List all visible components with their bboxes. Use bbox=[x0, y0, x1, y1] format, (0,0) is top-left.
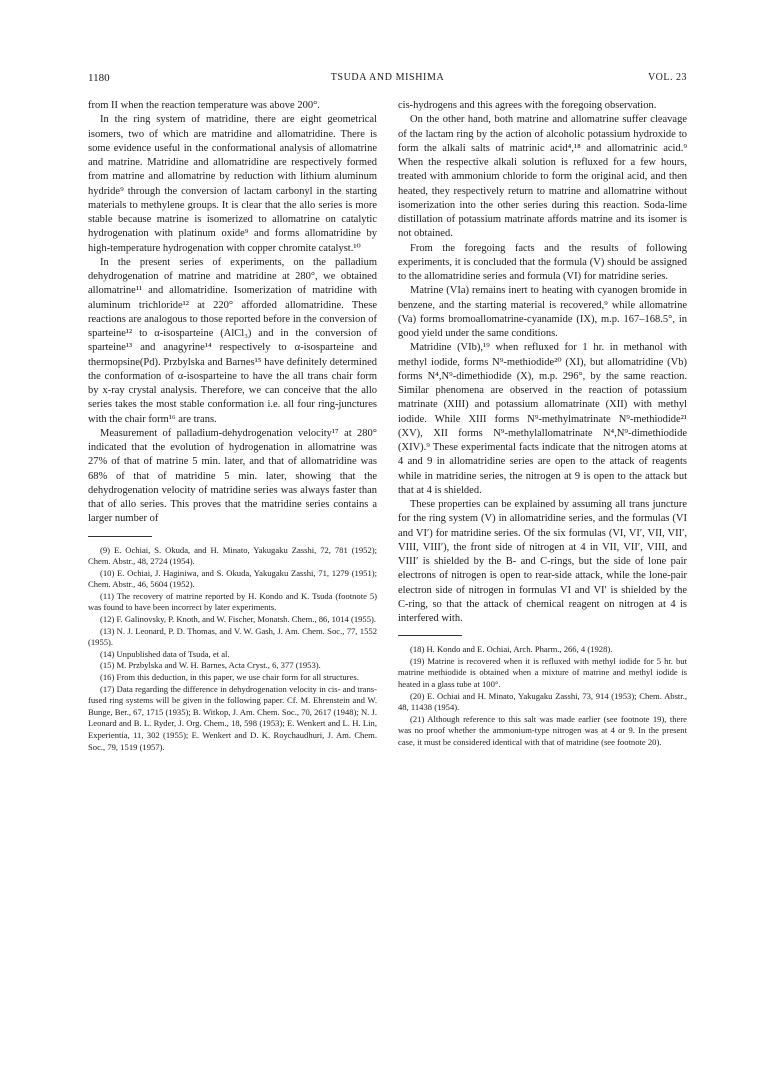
body-paragraph: Matridine (VIb),¹⁹ when refluxed for 1 hr. in methanol with methyl iodide, forms N⁹-methiodide²⁰ (XI), but allomatridine (Vb) forms N⁴,N⁹-dimethiodide (X), m.p. 296°, by the same reaction. Similar phenomena are observed in the reaction of potassium matrinate (XIII) and potassium allomatrinate (XII) with methyl iodide. While XIII forms N⁹-methylmatrinate N⁹-methiodide²¹ (XV), XII forms N⁹-methylallomatrinate N⁴,N⁹-dimethiodide (XIV).⁹ These experimental facts indicate that the nitrogen atoms at 4 and 9 in allomatridine series are open to the attack of reagents while in matridine series, the nitrogen at 9 is open to the attack but that at 4 is shielded. bbox=[398, 342, 687, 496]
footnotes bbox=[88, 545, 377, 754]
page-number: 1180 bbox=[88, 72, 110, 84]
body-paragraph: Measurement of palladium-dehydrogenation velocity¹⁷ at 280° indicated that the evolution of hydrogenation in allomatrine was 27% of that of matrine 5 min. later, and that of allomatridine was 68% of that of matridine 5 min. later, showing that the dehydrogenation velocity of matridine series was always faster than that of allo series. This proves that the matridine series contains a larger number of bbox=[88, 427, 377, 525]
footnote: (14) Unpublished data of Tsuda, et al. bbox=[100, 648, 230, 659]
body-paragraph: In the present series of experiments, on the palladium dehydrogenation of matrine and matridine at 280°, we obtained allomatrine¹¹ and allomatridine. Isomerization of matridine with aluminum trichloride¹² at 220° afforded allomatridine. These reactions are analogous to those reported before in the conversion of sparteine¹² to α-isosparteine (AlCl₃) and in the conversion of sparteine¹³ and anagyrine¹⁴ respectively to α-isosparteine and thermopsine(Pd). Przbylska and Barnes¹⁵ have definitely determined the conformation of α-isosparteine to have the all trans chair form by x-ray crystal analysis. Therefore, we can conceive that the allo series takes the most stable conformation i.e. all four ring-junctures with the chair form¹⁶ are trans. bbox=[88, 256, 377, 425]
footnote: (21) Although reference to this salt was made earlier (see footnote 19), there was no proof whether the ammonium-type nitrogen was at 4 or 9. In the present case, it must be considered identical with that of matridine (see footnote 20). bbox=[398, 713, 687, 747]
right-column bbox=[398, 99, 687, 749]
body-paragraph: Matrine (VIa) remains inert to heating with cyanogen bromide in benzene, and the starting material is recovered,⁹ while allomatrine (Va) forms bromoallomatrine-cyanamide (IX), m.p. 167–168.5°, in good yield under the same conditions. bbox=[398, 285, 687, 339]
footnote-divider bbox=[88, 536, 152, 537]
footnote-divider bbox=[398, 635, 462, 636]
footnote: (19) Matrine is recovered when it is refluxed with methyl iodide for 5 hr. but matrine methiodide is obtained when a mixture of matrine and methyl iodide is heated in a glass tube at 100°. bbox=[398, 655, 687, 690]
footnote: (18) H. Kondo and E. Ochiai, Arch. Pharm., 266, 4 (1928). bbox=[410, 644, 613, 655]
footnote: (11) The recovery of matrine reported by H. Kondo and K. Tsuda (footnote 5) was found to have been incorrect by later experiments. bbox=[88, 590, 377, 613]
footnote: (20) E. Ochiai and H. Minato, Yakugaku Zasshi, 73, 914 (1953); Chem. Abstr., 48, 11438 (1954). bbox=[398, 690, 687, 713]
footnotes bbox=[398, 644, 687, 748]
footnote: (16) From this deduction, in this paper, we use chair form for all structures. bbox=[100, 672, 359, 683]
footnote: (17) Data regarding the difference in dehydrogenation velocity in cis- and trans-fused ring systems will be given in the following paper. Cf. M. Ehrenstein and W. Bunge, Ber., 67, 1715 (1935); B. Witkop, J. Am. Chem. Soc., 70, 2617 (1948); N. J. Leonard and B. L. Ryder, J. Org. Chem., 18, 598 (1953); E. Wenkert and L. H. Lin, Experientia, 11, 302 (1955); E. Wenkert and D. K. Roychaudhuri, J. Am. Chem. Soc., 79, 1519 (1957). bbox=[88, 683, 377, 752]
body-paragraph: In the ring system of matridine, there are eight geometrical isomers, two of which are matridine and allomatridine. There is some evidence useful in the conformational analysis of allomatrine and matrine. Matridine and allomatridine are respectively formed from matrine and allomatrine by reduction with lithium aluminum hydride⁹ through the conversion of lactam carbonyl in the starting materials to methylene groups. It is clear that the allo series is more stable because matrine is isomerized to allomatrine on catalytic hydrogenation with platinum oxide⁹ and forms allomatridine by high-temperature hydrogenation with copper chromite catalyst.¹⁰ bbox=[88, 114, 377, 254]
footnote: (9) E. Ochiai, S. Okuda, and H. Minato, Yakugaku Zasshi, 72, 781 (1952); Chem. Abstr., 48, 2724 (1954). bbox=[88, 544, 377, 567]
running-head: TSUDA AND MISHIMA bbox=[330, 72, 445, 83]
body-paragraph: From the foregoing facts and the results of following experiments, it is concluded that the formula (V) should be assigned to the allomatridine series and formula (VI) for matridine series. bbox=[398, 242, 687, 282]
volume-label: VOL. 23 bbox=[647, 72, 687, 83]
page-header bbox=[88, 72, 687, 86]
body-paragraph: These properties can be explained by assuming all trans juncture for the ring system (V) in allomatridine series, and the formulas (VI and VI′) for matridine series. Of the six formulas (VI, VI′, VII, VII′, VIII, VIII′), the front side of nitrogen at 4 in VII, VII′, VIII, and VIII′ is shielded by the B- and C-rings, but the side of lone pair electrons of nitrogen is open to rear-side attack, while the lone-pair electron side of nitrogen in formulas VI and VI′ is shielded by the C-ring, so that the attack of chemical reagent on nitrogen at 4 is interfered with. bbox=[398, 499, 687, 624]
left-column bbox=[88, 99, 377, 753]
footnote: (13) N. J. Leonard, P. D. Thomas, and V. W. Gash, J. Am. Chem. Soc., 77, 1552 (1955). bbox=[88, 625, 377, 648]
footnote: (15) M. Przbylska and W. H. Barnes, Acta Cryst., 6, 377 (1953). bbox=[100, 660, 321, 671]
body-paragraph: from II when the reaction temperature was above 200°. bbox=[88, 100, 320, 111]
footnote: (12) F. Galinovsky, P. Knoth, and W. Fischer, Monatsh. Chem., 86, 1014 (1955). bbox=[100, 614, 377, 625]
body-paragraph: On the other hand, both matrine and allomatrine suffer cleavage of the lactam ring by the action of alcoholic potassium hydroxide to form the alkali salts of matrinic acid⁴,¹⁸ and allomatrinic acid.⁹ When the respective alkali solution is refluxed for a few hours, treated with ammonium chloride to form the original acid, and then heated, they respectively return to matrine and allomatrine without isomerization into the other series during this reaction. Soda-lime distillation of potassium matrinate affords matrine and its isomer is not obtained. bbox=[398, 114, 687, 240]
body-paragraph: cis-hydrogens and this agrees with the foregoing observation. bbox=[398, 100, 657, 111]
footnote: (10) E. Ochiai, J. Haginiwa, and S. Okuda, Yakugaku Zasshi, 71, 1279 (1951); Chem. Abstr., 46, 5604 (1952). bbox=[88, 567, 377, 590]
